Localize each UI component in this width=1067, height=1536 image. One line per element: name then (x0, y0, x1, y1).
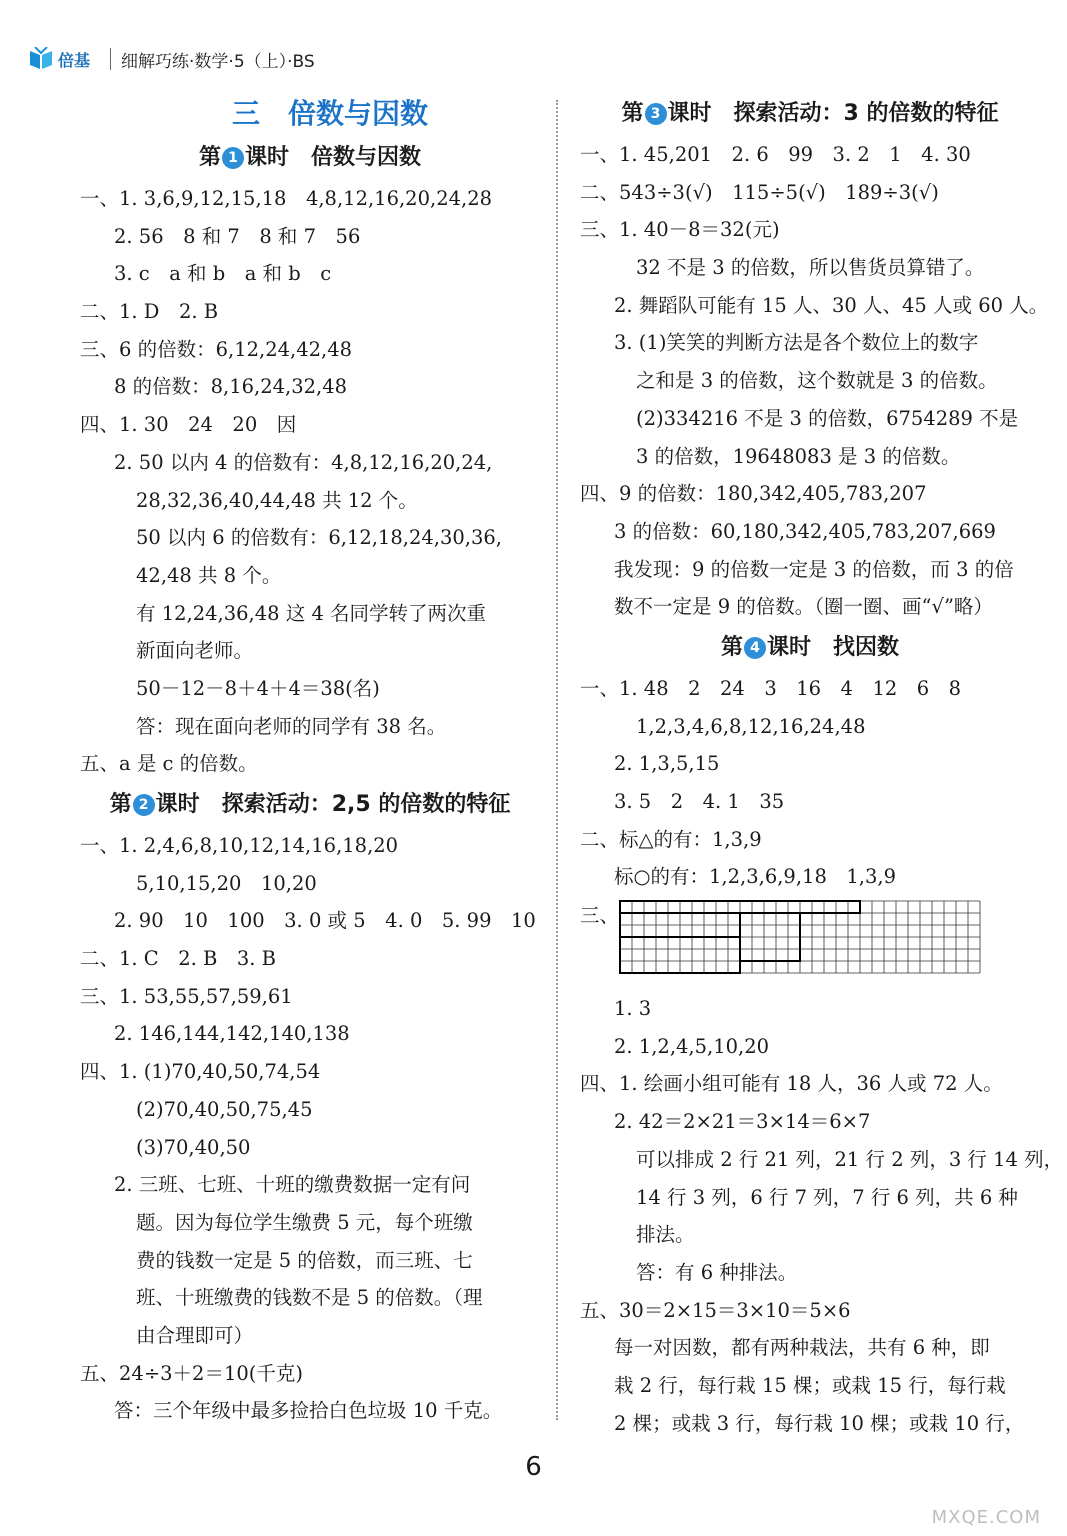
answer-line: 3. c a 和 b a 和 b c (114, 262, 332, 286)
answer-line: 一、1. 2,4,6,8,10,12,14,16,18,20 (80, 834, 399, 857)
answer-line: 二、标△的有：1,3,9 (580, 827, 762, 851)
answer-line: 32 不是 3 的倍数，所以售货员算错了。 (636, 256, 985, 280)
lesson-1-answers (80, 180, 540, 783)
answer-line: 五、24÷3＋2＝10(千克) (80, 1361, 303, 1385)
lesson-3-answers (580, 136, 1049, 626)
answer-line: 42,48 共 8 个。 (136, 563, 282, 587)
answer-line: 50－12－8＋4＋4＝38(名) (136, 676, 380, 700)
lesson-prefix: 第 (198, 145, 221, 170)
answer-line: 一、1. 48 2 24 3 16 4 12 6 8 (580, 676, 962, 700)
answer-line: 题。因为每位学生缴费 5 元，每个班缴 (136, 1210, 473, 1234)
lesson-name: 探索活动：2,5 的倍数的特征 (221, 792, 511, 817)
lesson-name: 倍数与因数 (311, 145, 422, 170)
answer-line: 有 12,24,36,48 这 4 名同学转了两次重 (136, 601, 487, 625)
answer-line: 3 的倍数，19648083 是 3 的倍数。 (636, 444, 961, 468)
answer-line: 五、30＝2×15＝3×10＝5×6 (580, 1298, 851, 1322)
answer-line: 2. 1,3,5,15 (614, 752, 720, 776)
lesson-suffix: 课时 (766, 634, 811, 660)
answer-line: 二、1. D 2. B (80, 300, 219, 324)
lesson-prefix: 第 (720, 634, 743, 660)
answer-line: 2. 舞蹈队可能有 15 人、30 人、45 人或 60 人。 (614, 293, 1049, 317)
answer-line: 50 以内 6 的倍数有：6,12,18,24,30,36, (136, 526, 502, 550)
lesson-number-badge: 4 (744, 637, 766, 659)
answer-line: 三、6 的倍数：6,12,24,42,48 (80, 337, 353, 361)
answer-line: 四、1. 30 24 20 因 (80, 413, 297, 437)
answer-line: 答：有 6 种排法。 (636, 1260, 798, 1284)
lesson-1-heading (80, 136, 540, 180)
lesson-suffix: 课时 (155, 792, 200, 817)
answer-line: 由合理即可） (136, 1323, 254, 1347)
page-number: 6 (525, 1452, 542, 1482)
answer-line: 1,2,3,4,6,8,12,16,24,48 (636, 714, 866, 738)
book-icon (28, 47, 54, 71)
grid-answer-row (580, 896, 1040, 990)
lesson-number-badge: 1 (222, 147, 244, 169)
unit-title: 三 倍数与因数 (231, 97, 428, 130)
book-title: 细解巧练·数学·5（上）·BS (121, 51, 315, 72)
lesson-4-answers (580, 670, 1064, 1442)
answer-line: 2. 146,144,142,140,138 (114, 1022, 350, 1046)
answer-line: 新面向老师。 (136, 639, 254, 663)
header-separator (110, 48, 111, 70)
lesson-2-answers (80, 827, 540, 1430)
answer-line: 数不一定是 9 的倍数。（圈一圈、画“√”略） (614, 595, 993, 619)
answer-line: 三、1. 40－8＝32(元) (580, 218, 780, 242)
lesson-4-heading (580, 626, 1040, 670)
answer-line: 二、543÷3(√) 115÷5(√) 189÷3(√) (580, 180, 939, 204)
lesson-3-heading (580, 92, 1040, 136)
lesson-prefix: 第 (109, 792, 132, 817)
answer-label: 三、 (580, 904, 620, 928)
answer-line: 标○的有：1,2,3,6,9,18 1,3,9 (614, 865, 896, 889)
answer-line: 3. 5 2 4. 1 35 (614, 790, 785, 813)
answer-line: 我发现：9 的倍数一定是 3 的倍数，而 3 的倍 (614, 557, 1014, 581)
column-divider (556, 100, 558, 1420)
answer-line: 三、1. 53,55,57,59,61 (80, 984, 293, 1008)
answer-line: 3. (1)笑笑的判断方法是各个数位上的数字 (614, 331, 979, 355)
answer-line: 2. 42＝2×21＝3×14＝6×7 (614, 1110, 871, 1134)
answer-line: 排法。 (636, 1223, 695, 1247)
page-header (28, 42, 315, 76)
answer-line: 四、9 的倍数：180,342,405,783,207 (580, 482, 927, 506)
answer-line: 每一对因数，都有两种栽法，共有 6 种，即 (614, 1336, 990, 1360)
right-column (580, 92, 1064, 1442)
answer-line: 2. 三班、七班、十班的缴费数据一定有问 (114, 1173, 471, 1197)
answer-line: 可以排成 2 行 21 列，21 行 2 列，3 行 14 列， (636, 1147, 1064, 1171)
answer-line: 8 的倍数：8,16,24,32,48 (114, 375, 348, 399)
answer-line: 栽 2 行，每行栽 15 棵；或栽 15 行，每行栽 (614, 1373, 1006, 1397)
lesson-2-heading (80, 783, 540, 827)
lesson-number-badge: 3 (645, 103, 667, 125)
answer-line: 一、1. 3,6,9,12,15,18 4,8,12,16,20,24,28 (80, 187, 493, 210)
publisher-logo (28, 47, 90, 71)
rectangle-grid-diagram (619, 900, 981, 982)
answer-line: 四、1. 绘画小组可能有 18 人，36 人或 72 人。 (580, 1072, 1003, 1096)
answer-line: (3)70,40,50 (136, 1135, 251, 1159)
left-column (80, 92, 540, 1430)
answer-line: 2. 90 10 100 3. 0 或 5 4. 0 5. 99 10 (114, 909, 536, 933)
answer-line: 四、1. (1)70,40,50,74,54 (80, 1060, 321, 1084)
answer-line: (2)334216 不是 3 的倍数，6754289 不是 (636, 406, 1019, 430)
logo-text: 倍基 (58, 50, 91, 70)
lesson-suffix: 课时 (244, 145, 289, 170)
lesson-name: 找因数 (833, 634, 900, 660)
answer-line: 之和是 3 的倍数，这个数就是 3 的倍数。 (636, 369, 998, 393)
answer-line: 3 的倍数：60,180,342,405,783,207,669 (614, 519, 996, 543)
answer-line: (2)70,40,50,75,45 (136, 1097, 313, 1121)
answer-line: 5,10,15,20 10,20 (136, 871, 317, 895)
answer-line: 五、a 是 c 的倍数。 (80, 752, 258, 776)
answer-line: 2 棵；或栽 3 行，每行栽 10 棵；或栽 10 行， (614, 1411, 1025, 1435)
lesson-name: 探索活动：3 的倍数的特征 (733, 101, 999, 126)
answer-line: 答：现在面向老师的同学有 38 名。 (136, 714, 447, 738)
answer-line: 2. 1,2,4,5,10,20 (614, 1034, 770, 1058)
answer-line: 答：三个年级中最多捡拾白色垃圾 10 千克。 (114, 1399, 503, 1423)
watermark (891, 1462, 1041, 1528)
answer-line: 班、十班缴费的钱数不是 5 的倍数。（理 (136, 1286, 483, 1310)
lesson-prefix: 第 (621, 101, 644, 126)
answer-line: 一、1. 45,201 2. 6 99 3. 2 1 4. 30 (580, 143, 971, 166)
watermark-text: MXQE.COM (931, 1507, 1041, 1528)
answer-line: 2. 50 以内 4 的倍数有：4,8,12,16,20,24, (114, 450, 493, 474)
answer-line: 费的钱数一定是 5 的倍数，而三班、七 (136, 1248, 473, 1272)
answer-line: 2. 56 8 和 7 8 和 7 56 (114, 224, 361, 248)
answer-line: 28,32,36,40,44,48 共 12 个。 (136, 488, 418, 512)
answer-line: 1. 3 (614, 997, 652, 1021)
lesson-number-badge: 2 (133, 794, 155, 816)
answer-line: 14 行 3 列，6 行 7 列，7 行 6 列，共 6 种 (636, 1185, 1018, 1209)
answer-line: 二、1. C 2. B 3. B (80, 947, 276, 971)
lesson-suffix: 课时 (667, 101, 712, 126)
